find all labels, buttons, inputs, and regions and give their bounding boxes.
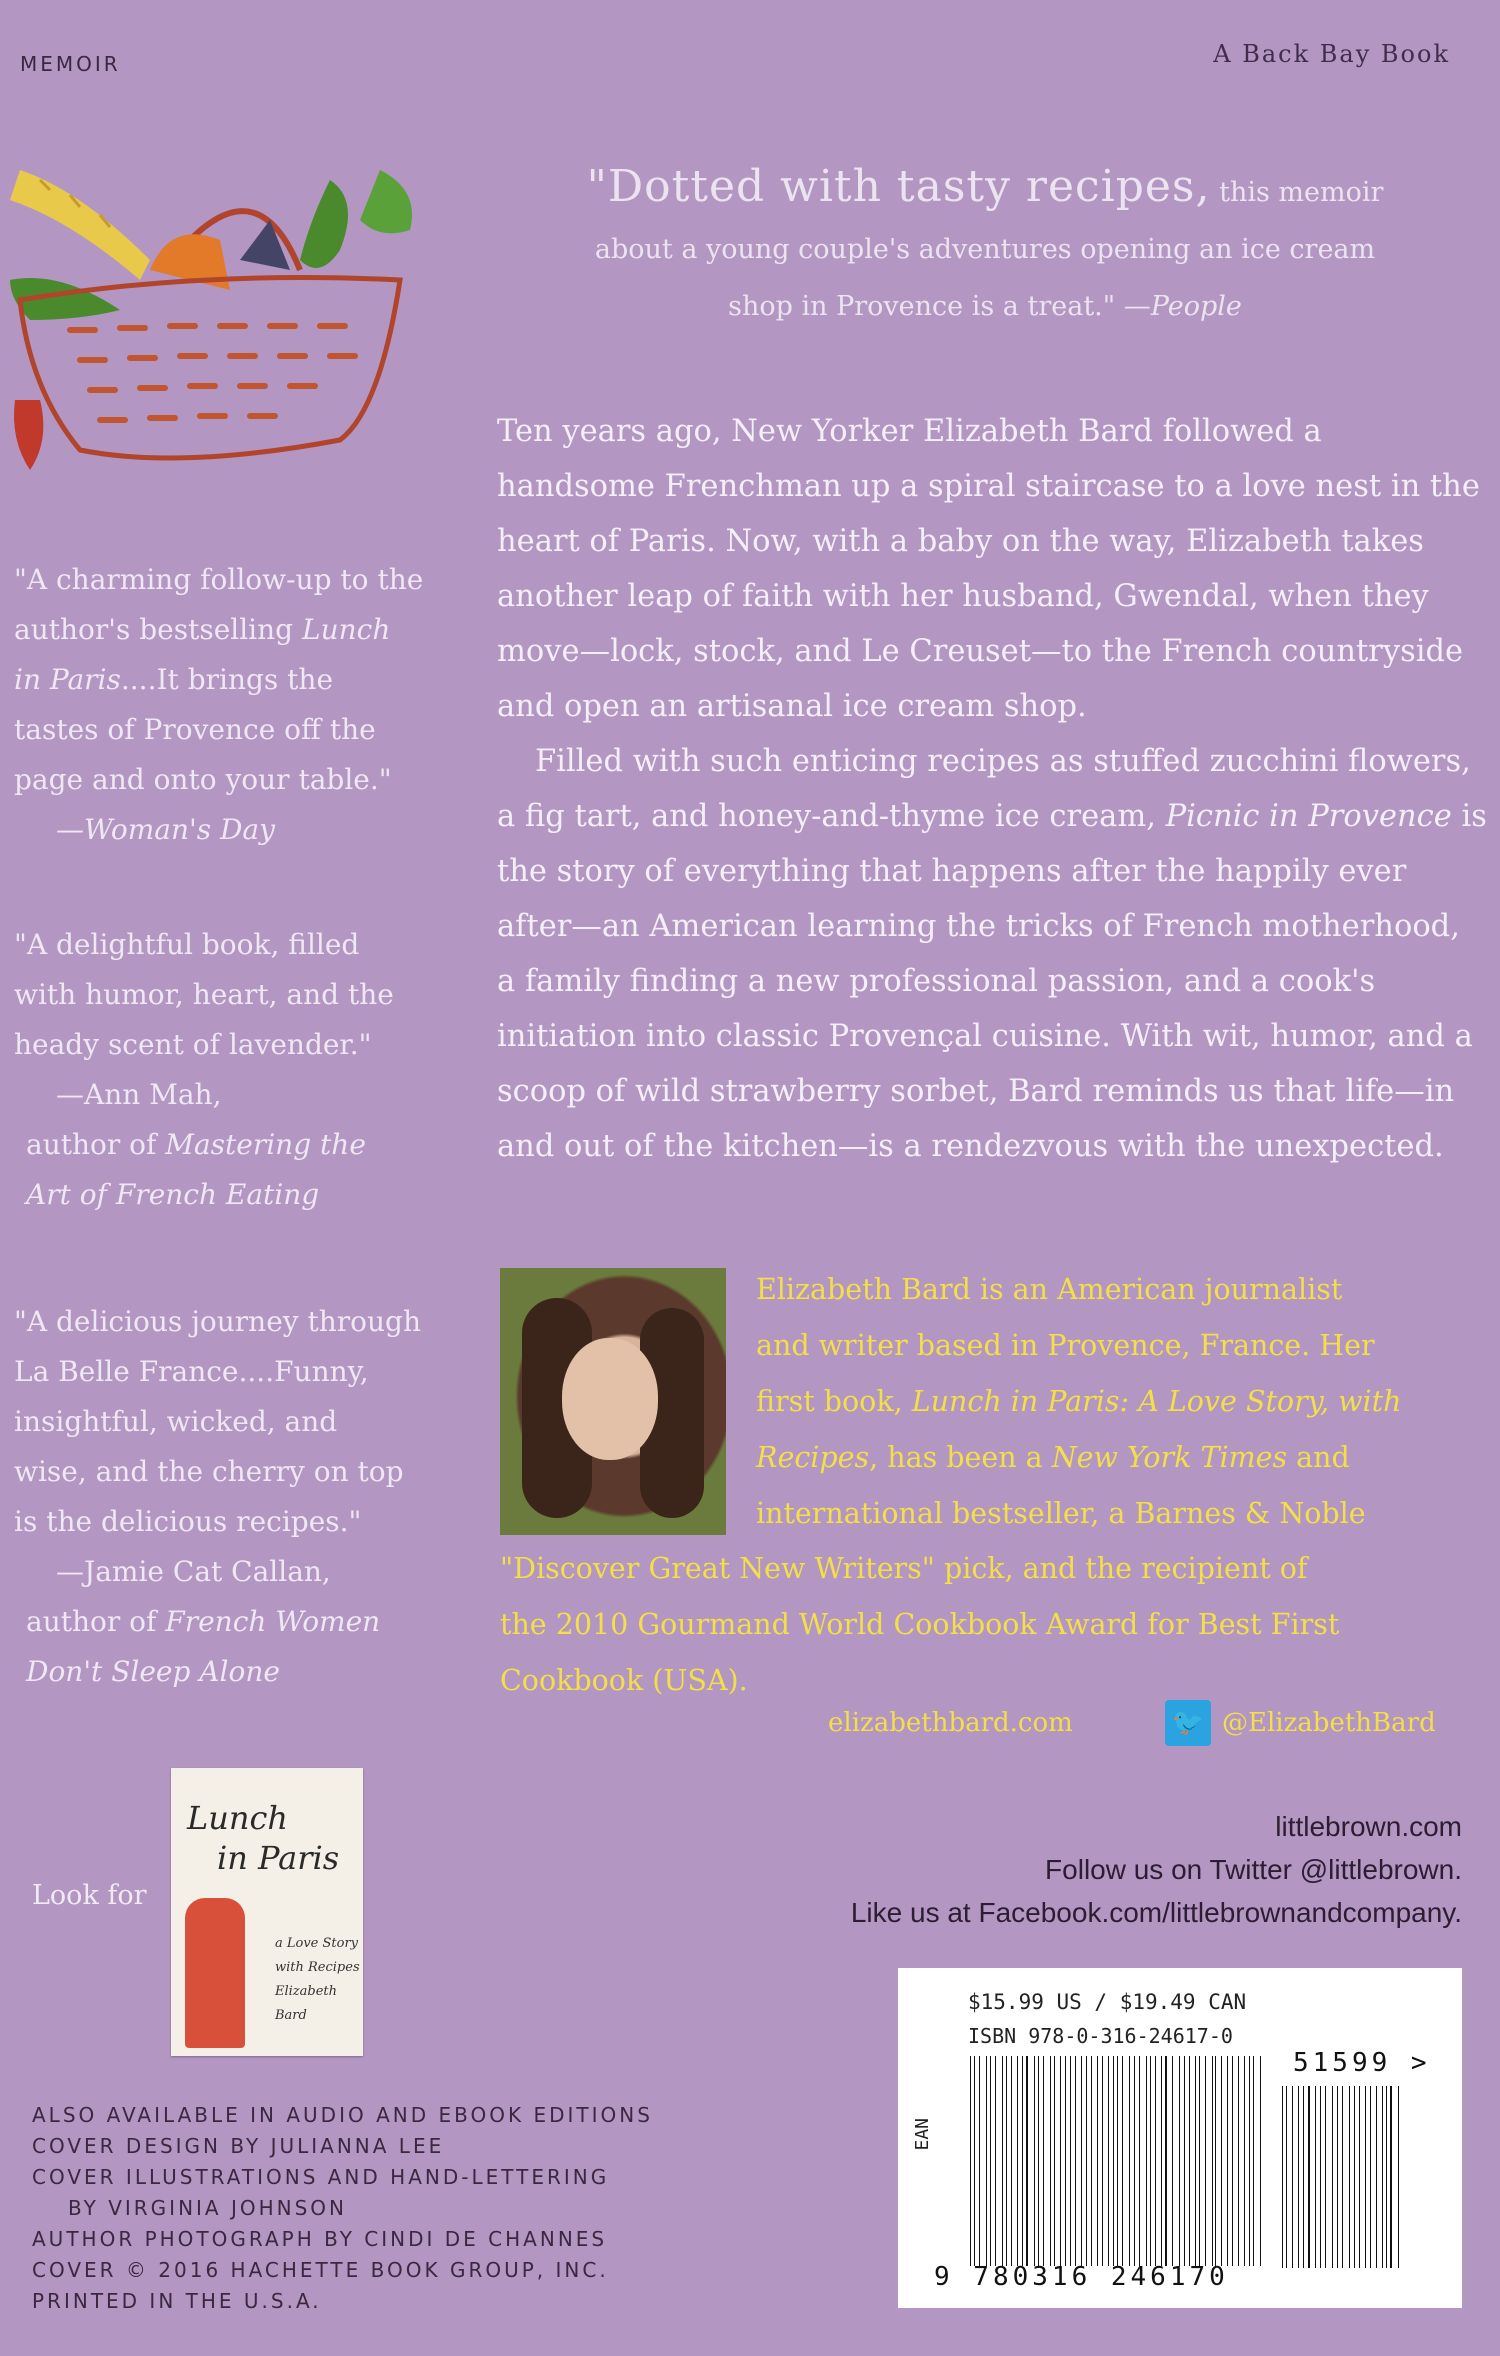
- headline-quote-line-3: shop in Provence is a treat." —: [728, 291, 1151, 322]
- price-code: 51599 >: [1293, 2048, 1431, 2078]
- book-title-ref: Picnic in Provence: [1165, 799, 1452, 834]
- quote-attribution: —Woman's Day: [56, 813, 275, 846]
- quote-attribution: —Jamie Cat Callan,: [56, 1555, 331, 1588]
- author-twitter-handle[interactable]: @ElizabethBard: [1222, 1708, 1436, 1738]
- headline-quote-big: "Dotted with tasty recipes,: [586, 161, 1211, 212]
- barcode-panel: [898, 1968, 1462, 2308]
- side-quote-3: "A delicious journey through La Belle France....Funny, insightful, wicked, and wise, and the cherry on top is the delicious recipes." —Jamie Cat Callan, author of French Women Don't Sleep Alone: [14, 1297, 484, 1697]
- author-website-link[interactable]: elizabethbard.com: [828, 1708, 1073, 1738]
- author-photo: [500, 1268, 726, 1535]
- book-description: [497, 404, 1487, 1174]
- isbn-label: ISBN 978-0-316-24617-0: [968, 2024, 1233, 2048]
- publisher-facebook-link[interactable]: Like us at Facebook.com/littlebrownandcompany.: [850, 1897, 1462, 1928]
- look-for-label: Look for: [32, 1880, 147, 1911]
- ean-label: EAN: [912, 2118, 933, 2151]
- side-quote-2: "A delightful book, filled with humor, heart, and the heady scent of lavender." —Ann Mah, author of Mastering the Art of French Eating: [14, 920, 484, 1220]
- publisher-links: [851, 1805, 1462, 1934]
- side-quote-1: "A charming follow-up to the author's bestselling Lunch in Paris....It brings the tastes of Provence off the page and onto your table." —Woman's Day: [14, 563, 424, 846]
- ean-barcode: [970, 2056, 1265, 2266]
- category-label: MEMOIR: [20, 52, 121, 76]
- ean-digits: 9 780316 246170: [934, 2262, 1229, 2292]
- price-barcode: [1282, 2086, 1402, 2268]
- credits-block: ALSO AVAILABLE IN AUDIO AND EBOOK EDITIONS COVER DESIGN BY JULIANNA LEE COVER ILLUSTRATIONS AND HAND-LETTERING BY VIRGINIA JOHNSON AUTHOR PHOTOGRAPH BY CINDI DE CHANNES COVER © 2016 HACHETTE BOOK GROUP, INC. PRINTED IN THE U.S.A.: [32, 2103, 653, 2313]
- headline-quote: [520, 158, 1450, 335]
- headline-source: People: [1150, 291, 1242, 322]
- headline-quote-rest: this memoir: [1219, 177, 1384, 208]
- publisher-site-link[interactable]: littlebrown.com: [1275, 1811, 1462, 1842]
- quote-attribution: —Ann Mah,: [56, 1078, 222, 1111]
- basket-illustration: [0, 150, 480, 490]
- related-book-cover: Lunch in Paris a Love Story with Recipes Elizabeth Bard: [171, 1768, 363, 2056]
- headline-quote-line-2: about a young couple's adventures opening an ice cream: [594, 234, 1376, 265]
- price-label: $15.99 US / $19.49 CAN: [968, 1990, 1247, 2014]
- twitter-bird-icon: 🐦: [1165, 1700, 1211, 1746]
- publisher-twitter-link[interactable]: Follow us on Twitter @littlebrown.: [1045, 1854, 1462, 1885]
- description-paragraph-2: Filled with such enticing recipes as stuffed zucchini flowers, a fig tart, and honey-and-thyme ice cream, Picnic in Provence is the story of everything that happens after the happily ever after—an American learning the tricks of French motherhood, a family finding a new professional passion, and a cook's initiation into classic Provençal cuisine. With wit, humor, and a scoop of wild strawberry sorbet, Bard reminds us that life—in and out of the kitchen—is a rendezvous with the unexpected.: [497, 744, 1487, 1164]
- publisher-imprint: A Back Bay Book: [1213, 40, 1450, 68]
- description-paragraph-1: Ten years ago, New Yorker Elizabeth Bard followed a handsome Frenchman up a spiral staircase to a love nest in the heart of Paris. Now, with a baby on the way, Elizabeth takes another leap of faith with her husband, Gwendal, when they move—lock, stock, and Le Creuset—to the French countryside and open an artisanal ice cream shop.: [497, 414, 1480, 724]
